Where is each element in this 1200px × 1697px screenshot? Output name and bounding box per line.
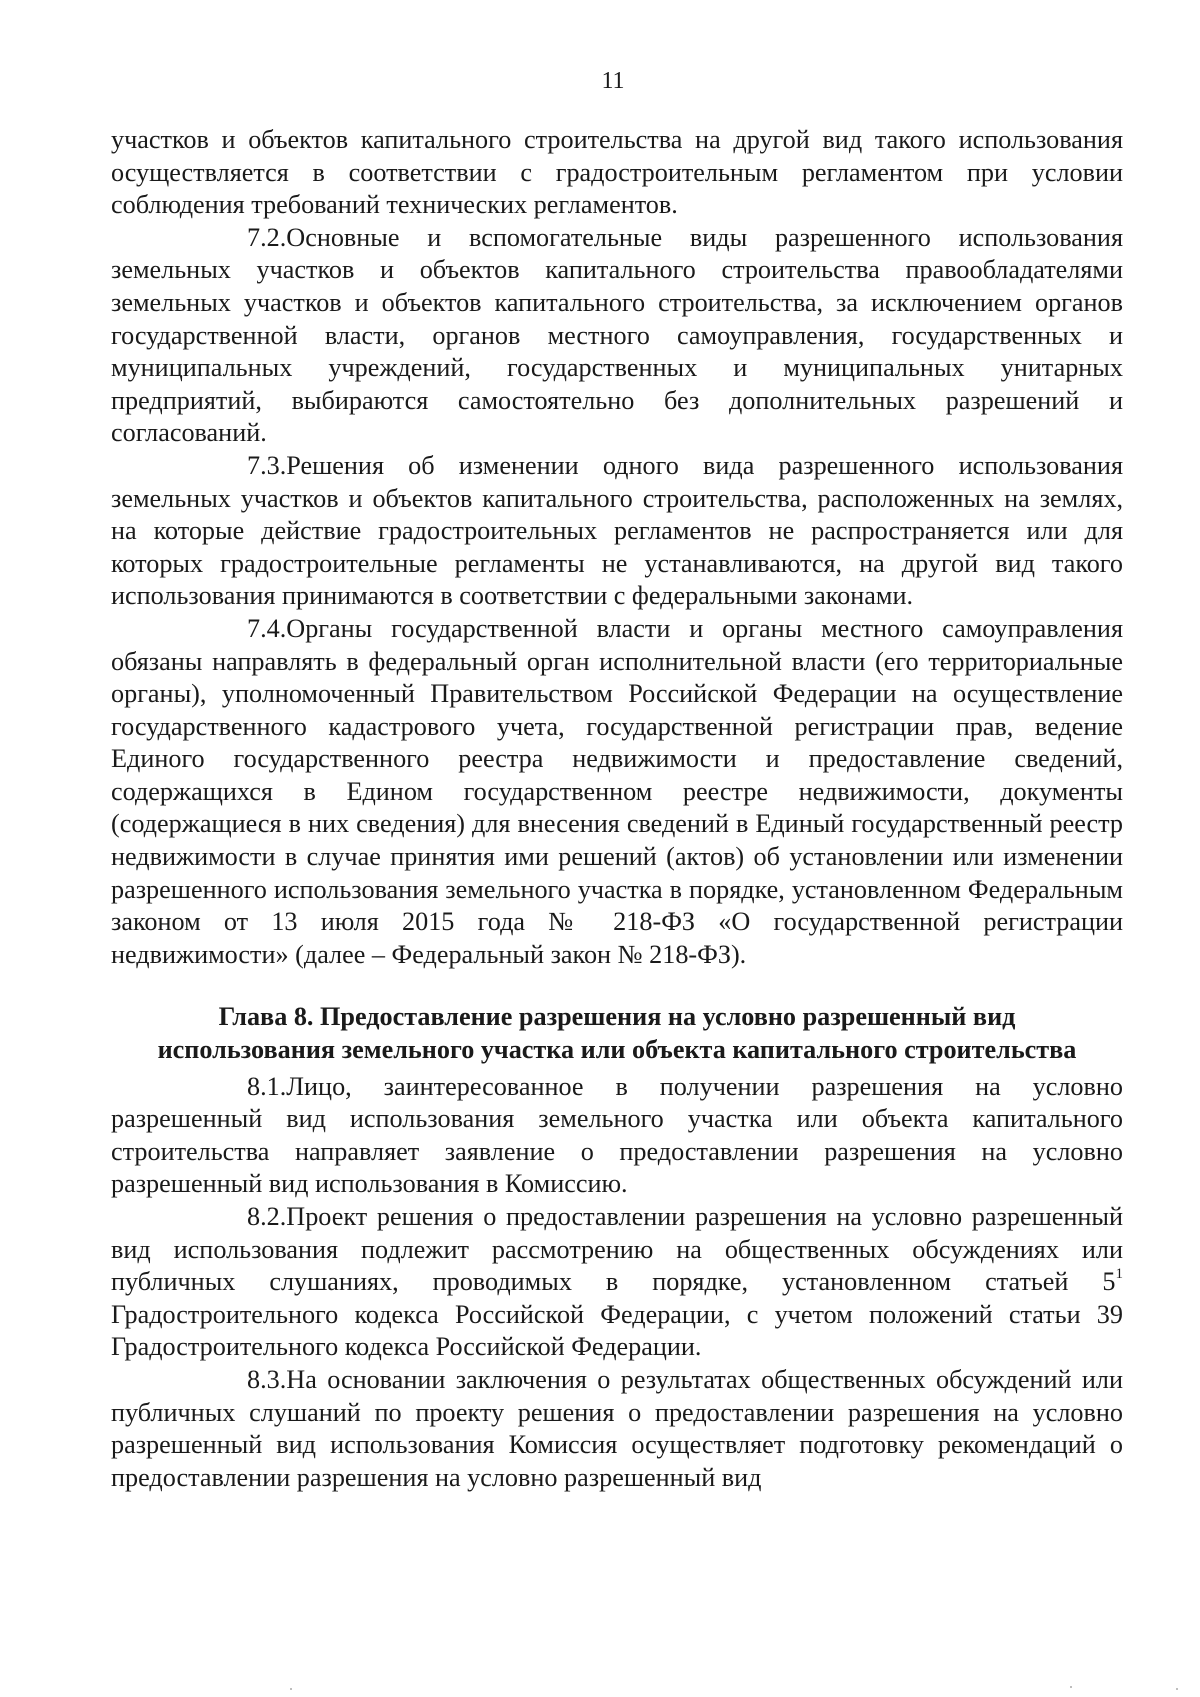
clause-text: Лицо, заинтересованное в получении разрешения на условно разрешенный вид использования земельного участка или объекта капитального строительства направляет заявление о предоставлении разрешения на условно разрешенный вид использования в Комиссию. — [111, 1071, 1123, 1199]
clause-text: На основании заключения о результатах общественных обсуждений или публичных слушаний по проекту решения о предоставлении разрешения на условно разрешенный вид использования Комиссия осуществляет подготовку рекомендаций о предоставлении разрешения на условно разрешенный вид — [111, 1364, 1123, 1492]
paragraph-7-3 — [111, 450, 1123, 613]
paragraph-8-1 — [111, 1071, 1123, 1201]
clause-number: 7.4. — [247, 613, 287, 643]
paragraph-8-3 — [111, 1364, 1123, 1494]
clause-number: 7.2. — [247, 222, 287, 252]
page-number: 11 — [601, 68, 625, 94]
clause-text: Органы государственной власти и органы местного самоуправления обязаны направлять в федеральный орган исполнительной власти (его территориальные органы), уполномоченный Правительством Российской Федерации на осуществление государственного кадастрового учета, государственной регистрации прав, ведение Единого государственного реестра недвижимости и предоставление сведений, содержащихся в Едином государственном реестре недвижимости, документы (содержащиеся в них сведения) для внесения сведений в Единый государственный реестр недвижимости в случае принятия ими решений (актов) об установлении или изменении разрешенного использования земельного участка в порядке, установленном Федеральным законом от 13 июля 2015 года № 218-ФЗ «О государственной регистрации недвижимости» (далее – Федеральный закон № 218-ФЗ). — [111, 613, 1123, 969]
superscript-marker: 1 — [1115, 1266, 1123, 1283]
chapter-heading-line-1: Глава 8. Предоставление разрешения на условно разрешенный вид — [218, 1002, 1016, 1032]
clause-text: Основные и вспомогательные виды разрешенного использования земельных участков и объектов капитального строительства правообладателями земельных участков и объектов капитального строительства, за исключением органов государственной власти, органов местного самоуправления, государственных и муниципальных учреждений, государственных и муниципальных унитарных предприятий, выбираются самостоятельно без дополнительных разрешений и согласований. — [111, 222, 1123, 448]
chapter-8-heading — [111, 1001, 1123, 1066]
scan-artifact — [290, 1688, 292, 1690]
scan-artifact — [1176, 1688, 1178, 1690]
clause-text-after: Градостроительного кодекса Российской Федерации, с учетом положений статьи 39 Градостроительного кодекса Российской Федерации. — [111, 1299, 1123, 1362]
paragraph-7-4 — [111, 613, 1123, 972]
clause-number: 8.2. — [247, 1202, 287, 1231]
page-content — [111, 124, 1123, 1494]
clause-number: 7.3. — [247, 450, 287, 480]
clause-number: 8.1. — [247, 1071, 287, 1101]
clause-text: Решения об изменении одного вида разрешенного использования земельных участков и объектов капитального строительства, расположенных на землях, на которые действие градостроительных регламентов не распространяется или для которых градостроительные регламенты не устанавливаются, на другой вид такого использования принимаются в соответствии с федеральными законами. — [111, 450, 1123, 611]
clause-text-before: Проект решения о предоставлении разрешения на условно разрешенный вид использования подлежит рассмотрению на общественных обсуждениях или публичных слушаниях, проводимых в порядке, установленном статьей 5 — [111, 1202, 1123, 1297]
scan-artifact — [1070, 1686, 1072, 1688]
paragraph-8-2 — [111, 1201, 1123, 1364]
chapter-heading-line-2: использования земельного участка или объекта капитального строительства — [157, 1035, 1077, 1065]
paragraph-7-2 — [111, 222, 1123, 450]
paragraph-continuation: участков и объектов капитального строительства на другой вид такого использования осуществляется в соответствии с градостроительным регламентом при условии соблюдения требований технических регламентов. — [111, 125, 1123, 220]
clause-number: 8.3. — [247, 1364, 287, 1394]
